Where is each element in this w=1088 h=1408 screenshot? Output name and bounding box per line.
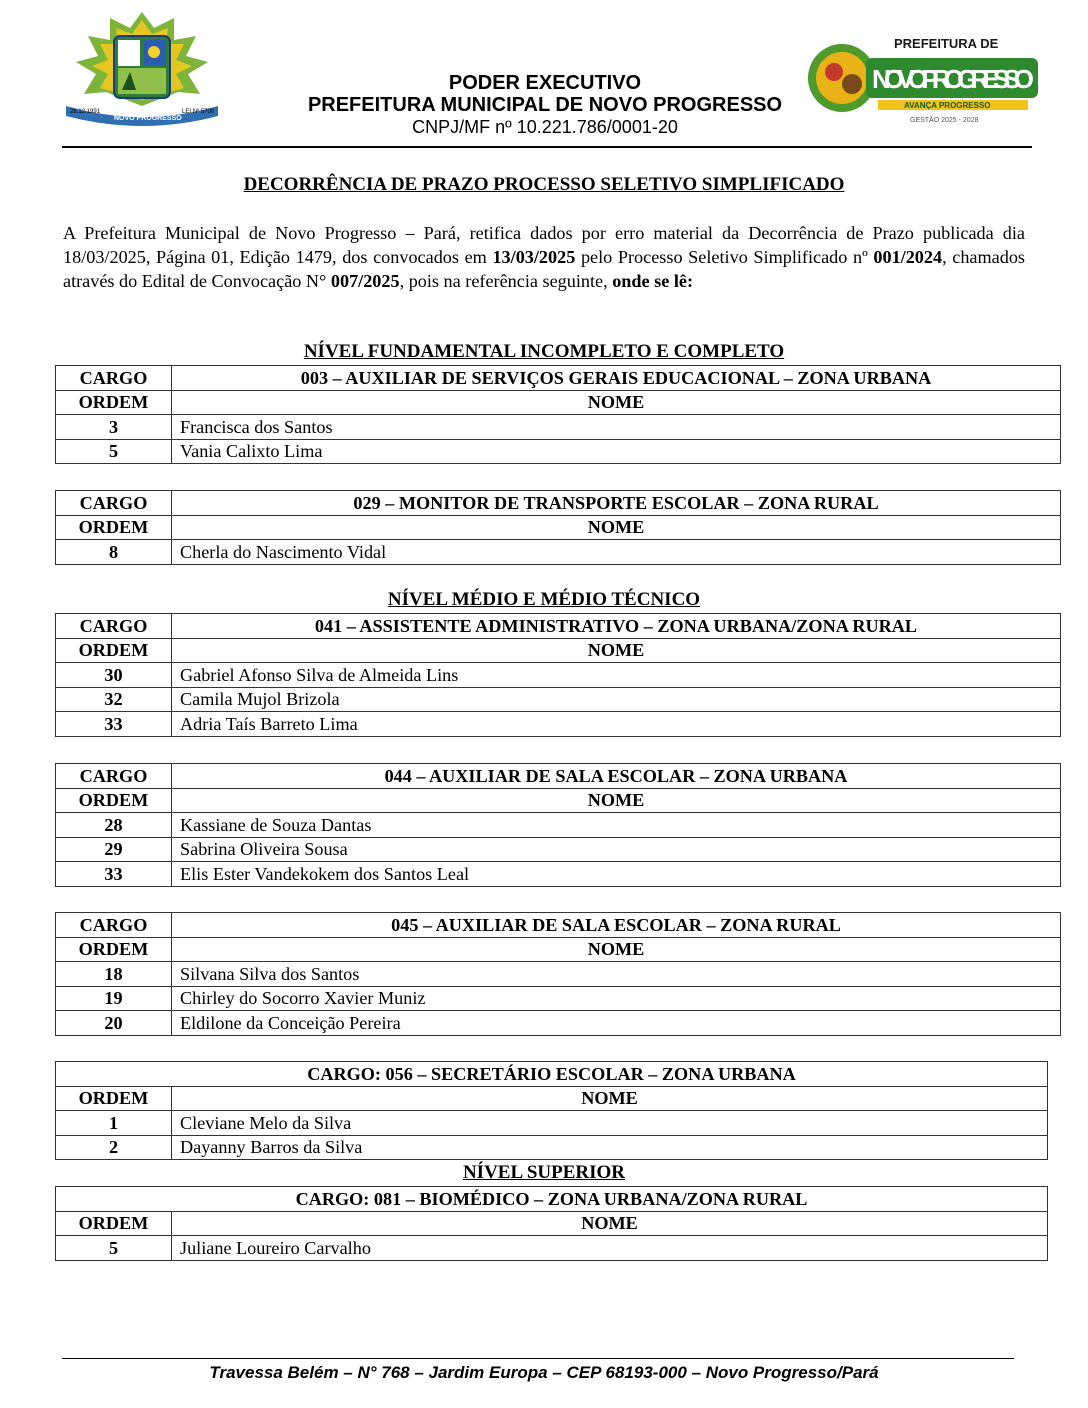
table-row <box>56 913 1061 938</box>
table-cell: 5 <box>56 439 172 464</box>
cargo-table-045 <box>55 912 1061 1036</box>
table-row <box>56 687 1061 712</box>
section-superior: NÍVEL SUPERIOR <box>462 1162 626 1183</box>
table-row <box>56 491 1061 516</box>
table-cell: 2 <box>56 1135 172 1160</box>
crest-date-right: LEI Nº 5700 <box>182 109 215 115</box>
intro-text: , pois na referência seguinte, <box>399 271 613 292</box>
table-row <box>56 1062 1048 1087</box>
nome-cell: Vania Calixto Lima <box>172 439 1061 464</box>
nome-cell: Sabrina Oliveira Sousa <box>172 837 1061 862</box>
table-cell: 8 <box>56 540 172 565</box>
footer-divider <box>62 1358 1014 1359</box>
cargo-table-044 <box>55 763 1061 887</box>
intro-text: onde se lê: <box>612 271 694 292</box>
nome-cell: Cleviane Melo da Silva <box>172 1111 1048 1136</box>
cargo-table-041 <box>55 613 1061 737</box>
table-row <box>56 1211 1048 1236</box>
table-row <box>56 638 1061 663</box>
table-cell: 28 <box>56 813 172 838</box>
nome-cell: Cherla do Nascimento Vidal <box>172 540 1061 565</box>
table-cell: NOME <box>172 515 1061 540</box>
intro-text: A Prefeitura Municipal de Novo Progresso – Pará, retifica dados por erro material da Decorrência de Prazo publicada dia 18/03/2025, Página 01, Edição 1479, dos convocados em <box>63 223 1025 268</box>
intro-text: 001/2024 <box>873 247 943 268</box>
header-line-1: PODER EXECUTIVO <box>448 72 642 94</box>
table-cell: CARGO: 081 – BIOMÉDICO – ZONA URBANA/ZONA RURAL <box>56 1187 1048 1212</box>
table-row <box>56 986 1061 1011</box>
nome-cell: Chirley do Socorro Xavier Muniz <box>172 986 1061 1011</box>
cargo-table-056 <box>55 1061 1048 1160</box>
table-cell: 18 <box>56 962 172 987</box>
table-row <box>56 1086 1048 1111</box>
nome-cell: Gabriel Afonso Silva de Almeida Lins <box>172 663 1061 688</box>
table-row <box>56 962 1061 987</box>
table-cell: NOME <box>172 638 1061 663</box>
table-row <box>56 1011 1061 1036</box>
nome-cell: Elis Ester Vandekokem dos Santos Leal <box>172 862 1061 887</box>
table-row <box>56 1135 1048 1160</box>
table-cell: 5 <box>56 1236 172 1261</box>
nome-cell: Camila Mujol Brizola <box>172 687 1061 712</box>
table-row <box>56 837 1061 862</box>
table-row <box>56 366 1061 391</box>
table-cell: 044 – AUXILIAR DE SALA ESCOLAR – ZONA URBANA <box>172 764 1061 789</box>
table-cell: 32 <box>56 687 172 712</box>
table-cell: NOME <box>172 788 1061 813</box>
table-cell: NOME <box>172 1086 1048 1111</box>
logo-term-text: GESTÃO 2025 - 2028 <box>910 117 979 124</box>
table-cell: 33 <box>56 712 172 737</box>
table-cell: 003 – AUXILIAR DE SERVIÇOS GERAIS EDUCACIONAL – ZONA URBANA <box>172 366 1061 391</box>
table-cell: CARGO <box>56 366 172 391</box>
table-row <box>56 415 1061 440</box>
table-cell: 33 <box>56 862 172 887</box>
table-cell: 19 <box>56 986 172 1011</box>
table-cell: 029 – MONITOR DE TRANSPORTE ESCOLAR – ZONA RURAL <box>172 491 1061 516</box>
header-cnpj: CNPJ/MF nº 10.221.786/0001-20 <box>412 117 678 137</box>
table-cell: NOME <box>172 937 1061 962</box>
table-cell: NOME <box>172 390 1061 415</box>
municipal-crest <box>62 10 222 130</box>
cargo-table-029 <box>55 490 1061 565</box>
crest-date-left: 28.12.1991 <box>70 109 101 115</box>
table-row <box>56 1111 1048 1136</box>
table-cell: ORDEM <box>56 1086 172 1111</box>
nome-cell: Kassiane de Souza Dantas <box>172 813 1061 838</box>
nome-cell: Dayanny Barros da Silva <box>172 1135 1048 1160</box>
header-divider <box>62 146 1032 148</box>
table-row <box>56 663 1061 688</box>
table-cell: CARGO <box>56 614 172 639</box>
header-line-2: PREFEITURA MUNICIPAL DE NOVO PROGRESSO <box>307 94 783 116</box>
table-row <box>56 540 1061 565</box>
intro-text: pelo Processo Seletivo Simplificado nº <box>575 247 874 268</box>
table-cell: 20 <box>56 1011 172 1036</box>
table-cell: 1 <box>56 1111 172 1136</box>
nome-cell: Juliane Loureiro Carvalho <box>172 1236 1048 1261</box>
cargo-table-081 <box>55 1186 1048 1261</box>
table-row <box>56 862 1061 887</box>
intro-paragraph <box>63 221 1025 294</box>
section-medio: NÍVEL MÉDIO E MÉDIO TÉCNICO <box>387 589 701 610</box>
nome-cell: Adria Taís Barreto Lima <box>172 712 1061 737</box>
table-cell: ORDEM <box>56 638 172 663</box>
intro-text: , chamados através do Edital de Convocação N° <box>63 247 1025 292</box>
table-row <box>56 439 1061 464</box>
table-cell: ORDEM <box>56 788 172 813</box>
table-row <box>56 1187 1048 1212</box>
table-cell: NOME <box>172 1211 1048 1236</box>
table-row <box>56 1236 1048 1261</box>
document-header <box>230 72 860 138</box>
table-cell: ORDEM <box>56 515 172 540</box>
table-cell: CARGO <box>56 491 172 516</box>
table-row <box>56 813 1061 838</box>
table-cell: ORDEM <box>56 1211 172 1236</box>
document-title: DECORRÊNCIA DE PRAZO PROCESSO SELETIVO SIMPLIFICADO <box>243 174 845 195</box>
crest-ribbon-text: NOVO PROGRESSO <box>114 115 182 122</box>
table-cell: CARGO: 056 – SECRETÁRIO ESCOLAR – ZONA URBANA <box>56 1062 1048 1087</box>
table-cell: CARGO <box>56 764 172 789</box>
table-cell: 30 <box>56 663 172 688</box>
logo-top-text: PREFEITURA DE <box>894 36 999 51</box>
table-cell: 3 <box>56 415 172 440</box>
table-cell: ORDEM <box>56 937 172 962</box>
table-row <box>56 515 1061 540</box>
table-cell: CARGO <box>56 913 172 938</box>
nome-cell: Francisca dos Santos <box>172 415 1061 440</box>
section-fundamental: NÍVEL FUNDAMENTAL INCOMPLETO E COMPLETO <box>303 341 785 362</box>
table-cell: 29 <box>56 837 172 862</box>
footer-address: Travessa Belém – N° 768 – Jardim Europa – CEP 68193-000 – Novo Progresso/Pará <box>209 1363 879 1382</box>
nome-cell: Silvana Silva dos Santos <box>172 962 1061 987</box>
table-cell: 041 – ASSISTENTE ADMINISTRATIVO – ZONA URBANA/ZONA RURAL <box>172 614 1061 639</box>
table-row <box>56 614 1061 639</box>
intro-text: 13/03/2025 <box>492 247 576 268</box>
cargo-table-003 <box>55 365 1061 464</box>
logo-main-text: NOVO PROGRESSO <box>872 64 1034 94</box>
table-cell: 045 – AUXILIAR DE SALA ESCOLAR – ZONA RURAL <box>172 913 1061 938</box>
table-row <box>56 390 1061 415</box>
logo-slogan-text: AVANÇA PROGRESSO <box>904 101 991 110</box>
table-cell: ORDEM <box>56 390 172 415</box>
table-row <box>56 937 1061 962</box>
nome-cell: Eldilone da Conceição Pereira <box>172 1011 1061 1036</box>
table-row <box>56 764 1061 789</box>
intro-text: 007/2025 <box>330 271 400 292</box>
table-row <box>56 788 1061 813</box>
table-row <box>56 712 1061 737</box>
